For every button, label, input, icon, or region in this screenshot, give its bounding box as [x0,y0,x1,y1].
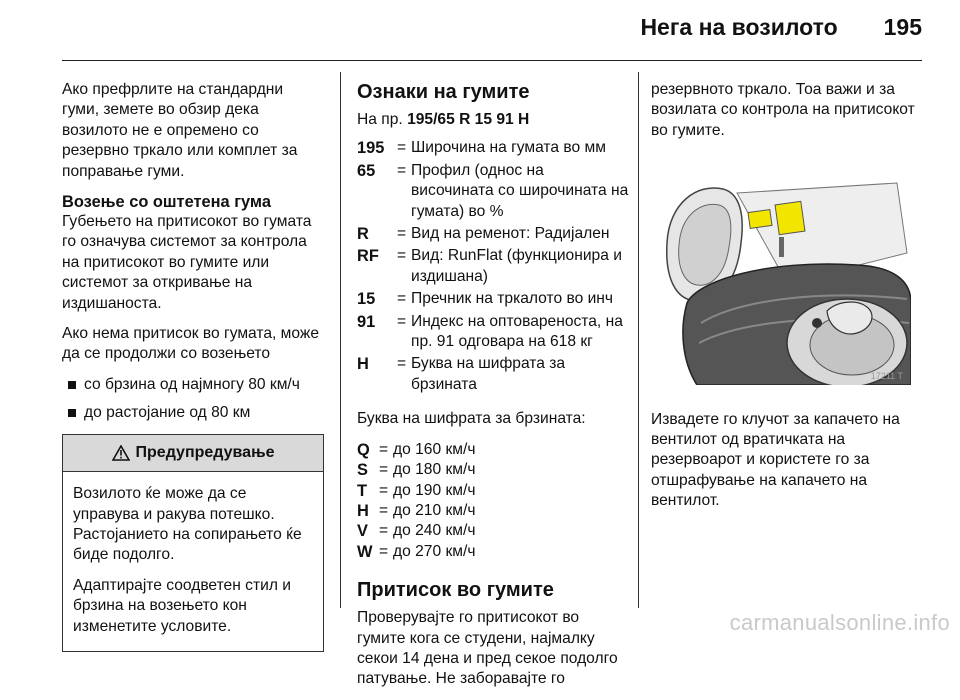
code-eq: = [397,312,407,330]
example-code: 195/65 R 15 91 H [407,111,530,128]
speed-key: W [357,542,373,561]
speed-value: до 210 км/ч [393,501,476,519]
bullet-text: со брзина од најмногу 80 км/ч [84,375,300,393]
tyre-code-example [357,110,629,130]
speed-key: T [357,481,368,500]
intro-paragraph: Ако префрлите на стандардни гуми, земете во обзир дека возилото не е опремено со резервно тркало или комплет за поправање гуми. [62,81,298,180]
column-2 [357,80,629,700]
tyre-pressure-text: Проверувајте го притисокот во гумите кога се студени, најмалку секои 14 дена и пред секое подолго патување. Не заборавајте го [357,609,618,688]
column-3 [651,80,923,522]
code-eq: = [397,355,407,373]
figure-caption: Извадете го клучот за капачето на вентилот од вратичката на резервоарот и користете го за отшрафување на капачето на вентилот. [651,410,900,510]
page-number: 195 [883,14,922,40]
code-eq: = [397,139,407,157]
tyre-code-list [357,138,629,397]
speed-value: до 180 км/ч [393,461,476,479]
warning-title: Предупредување [135,443,275,461]
code-key: 195 [357,139,385,158]
key-icon [779,237,784,257]
code-key: R [357,225,369,244]
page-header [640,14,922,41]
speed-code-list [357,440,629,562]
warning-triangle-icon [112,445,130,461]
speed-eq: = [379,501,389,519]
damaged-tyre-heading: Возење со оштетена гума [62,193,271,212]
bullet-square-icon [68,409,76,417]
code-value: Буква на шифрата за брзината [411,355,566,393]
tyre-markings-heading: Ознаки на гумите [357,81,530,103]
bullet-item [62,403,324,423]
speed-key: H [357,501,369,520]
speed-eq: = [379,522,389,540]
speed-eq: = [379,440,389,458]
no-pressure-text: Ако нема притисок во гумата, може да се продолжи со возењето [62,325,319,363]
code-value: Индекс на оптовареноста, на пр. 91 одговара на 618 кг [411,312,623,351]
warning-body [63,472,323,651]
speed-value: до 240 км/ч [393,522,476,540]
warning-paragraph-2: Адаптирајте соодветен стил и брзина на возењето кон изменетите условите. [73,576,291,635]
speed-key: Q [357,440,370,459]
speed-value: до 190 км/ч [393,481,476,499]
yellow-label-icon [775,202,805,235]
bullet-square-icon [68,381,76,389]
valve-cap-illustration [657,173,911,385]
speed-code-intro: Буква на шифрата за брзината: [357,410,586,428]
warning-header [63,435,323,472]
code-eq: = [397,247,407,265]
speed-value: до 160 км/ч [393,440,476,458]
code-eq: = [397,290,407,308]
code-eq: = [397,161,407,179]
code-value: Пречник на тркалото во инч [411,290,614,308]
warning-paragraph-1: Возилото ќе може да се управува и ракува потешко. Растојанието на сопирањето ќе биде подолго. [73,485,302,564]
valve-cap-icon [812,318,822,328]
example-prefix: На пр. [357,111,403,128]
header-rule [62,60,922,61]
tyre-pressure-heading: Притисок во гумите [357,579,554,602]
code-key: 65 [357,161,376,180]
header-title: Нега на возилото [640,14,838,40]
code-value: Профил (однос на височината со широчината на гумата) во % [411,161,629,220]
bullet-item [62,375,324,395]
code-value: Вид на ременот: Радијален [411,225,610,243]
column-divider-right [638,72,639,608]
speed-eq: = [379,542,389,560]
code-value: Вид: RunFlat (функционира и издишана) [411,247,622,285]
speed-key: S [357,461,368,480]
code-key: 91 [357,312,376,331]
yellow-label-icon [748,210,772,229]
column-divider-left [340,72,341,608]
speed-value: до 270 км/ч [393,542,476,560]
speed-eq: = [379,481,389,499]
code-key: H [357,355,369,374]
figure-number: 17211 T [870,371,903,382]
damaged-tyre-text: Губењето на притисокот во гумата го означува системот за контрола на притисокот во гумите или системот за откривање на издишаноста. [62,213,312,312]
code-value: Широчина на гумата во мм [411,139,606,157]
continuation-text: резервното тркало. Тоа важи и за возилата со контрола на притисокот во гумите. [651,81,915,139]
code-key: RF [357,247,379,266]
speed-key: V [357,522,368,541]
watermark: carmanualsonline.info [729,610,950,635]
speed-eq: = [379,461,389,479]
warning-box [62,434,324,652]
column-1 [62,80,324,652]
code-key: 15 [357,290,376,309]
code-eq: = [397,225,407,243]
bullet-text: до растојание од 80 км [84,404,251,422]
